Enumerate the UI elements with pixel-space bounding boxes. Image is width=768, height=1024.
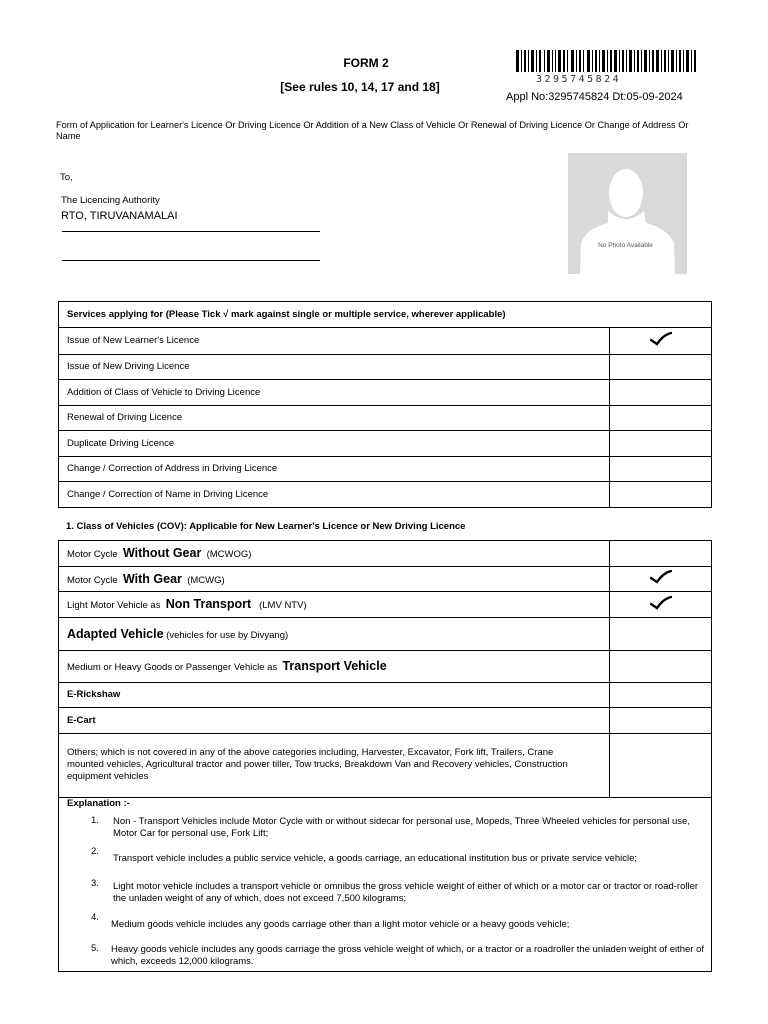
- check-mark-icon: [650, 570, 672, 584]
- service-checkbox[interactable]: [610, 327, 712, 354]
- cov-erickshaw-label: E-Rickshaw: [59, 682, 610, 708]
- service-label: Addition of Class of Vehicle to Driving Licence: [59, 380, 610, 406]
- service-row: [59, 456, 712, 482]
- service-checkbox[interactable]: [610, 482, 712, 508]
- service-checkbox[interactable]: [610, 431, 712, 457]
- cov-ecart-checkbox[interactable]: [610, 708, 712, 734]
- application-number: Appl No:3295745824 Dt:05-09-2024: [506, 91, 683, 103]
- cov-mcwg-code: (MCWG): [187, 574, 225, 586]
- cov-row-mcwog: [59, 541, 712, 567]
- cov-row-ecart: [59, 708, 712, 734]
- cov-table: [58, 540, 712, 798]
- service-row: [59, 380, 712, 406]
- address-line-1: [62, 231, 320, 232]
- services-table: [58, 301, 712, 508]
- cov-prefix: Motor Cycle: [67, 574, 118, 586]
- explanation-text: Transport vehicle includes a public service vehicle, a goods carriage, an educational institution bus or private service vehicle;: [113, 853, 638, 864]
- explanation-number: 1.: [91, 815, 99, 826]
- explanation-number: 2.: [91, 846, 99, 857]
- cov-row-mcwg: [59, 566, 712, 592]
- service-checkbox[interactable]: [610, 405, 712, 431]
- cov-mcwog-checkbox[interactable]: [610, 541, 712, 567]
- rto-name: RTO, TIRUVANAMALAI: [61, 210, 178, 222]
- rules-reference: [See rules 10, 14, 17 and 18]: [280, 80, 440, 94]
- service-label: Renewal of Driving Licence: [59, 405, 610, 431]
- cov-transport-bold: Transport Vehicle: [282, 659, 387, 673]
- cov-others-checkbox[interactable]: [610, 733, 712, 797]
- cov-transport-prefix: Medium or Heavy Goods or Passenger Vehicle as: [67, 662, 278, 673]
- form-purpose: Form of Application for Learner's Licence Or Driving Licence Or Addition of a New Class of Vehicle Or Renewal of Driving Licence Or Change of Address Or Name: [56, 120, 689, 141]
- cov-adapted-note: (vehicles for use by Divyang): [166, 629, 289, 641]
- check-mark-icon: [650, 596, 672, 610]
- cov-ecart-label: E-Cart: [59, 708, 610, 734]
- cov-mcwg-checkbox[interactable]: [610, 566, 712, 592]
- explanation-number: 4.: [91, 912, 99, 923]
- form-title: FORM 2: [343, 56, 389, 70]
- cov-transport-checkbox[interactable]: [610, 650, 712, 682]
- service-row: [59, 405, 712, 431]
- cov-heading: 1. Class of Vehicles (COV): Applicable for New Learner's Licence or New Driving Licence: [66, 521, 466, 532]
- explanation-text: Light motor vehicle includes a transport vehicle or omnibus the gross vehicle weight of either of which or a motor car or tractor or road-roller the unladen weight of any of which, does not exceed 7,500 kilograms;: [113, 881, 699, 904]
- cov-adapted-checkbox[interactable]: [610, 617, 712, 650]
- service-row: [59, 431, 712, 457]
- photo-placeholder: [568, 153, 687, 274]
- service-label: Duplicate Driving Licence: [59, 431, 610, 457]
- cov-mcwog-code: (MCWOG): [206, 549, 252, 561]
- explanation-text: Medium goods vehicle includes any goods carriage other than a light motor vehicle or a heavy goods vehicle;: [111, 919, 570, 930]
- cov-others-label: Others; which is not covered in any of the above categories including, Harvester, Excavator, Fork lift, Trailers, Crane mounted vehicles, Agricultural tractor and power tiller, Tow trucks, Breakdown Van and Recovery vehicles, Construction equipment vehicles: [59, 733, 610, 797]
- cov-mcwg-bold: With Gear: [122, 571, 182, 586]
- service-row: [59, 482, 712, 508]
- cov-row-transport: [59, 650, 712, 682]
- service-label: Issue of New Driving Licence: [59, 354, 610, 380]
- service-label: Change / Correction of Address in Driving Licence: [59, 456, 610, 482]
- to-label: To,: [60, 172, 73, 183]
- cov-row-adapted: [59, 617, 712, 650]
- cov-row-others: [59, 733, 712, 797]
- cov-adapted-bold: Adapted Vehicle: [67, 626, 164, 641]
- service-checkbox[interactable]: [610, 354, 712, 380]
- service-label: Change / Correction of Name in Driving Licence: [59, 482, 610, 508]
- cov-lmv-prefix: Light Motor Vehicle as: [67, 600, 161, 612]
- services-header: Services applying for (Please Tick √ mark against single or multiple service, wherever applicable): [59, 302, 712, 328]
- cov-lmv-code: (LMV NTV): [259, 600, 307, 612]
- service-checkbox[interactable]: [610, 380, 712, 406]
- explanation-text: Non - Transport Vehicles include Motor Cycle with or without sidecar for personal use, Mopeds, Three Wheeled vehicles for personal use, Motor Car for personal use, Fork Lift;: [113, 816, 690, 839]
- check-mark-icon: [650, 332, 672, 346]
- barcode-number: 3295745824: [536, 74, 622, 85]
- cov-erickshaw-checkbox[interactable]: [610, 682, 712, 708]
- addressee-block: [60, 172, 73, 183]
- service-row: [59, 327, 712, 354]
- cov-lmv-checkbox[interactable]: [610, 592, 712, 618]
- cov-lmv-bold: Non Transport: [165, 597, 252, 612]
- cov-prefix: Motor Cycle: [67, 549, 118, 561]
- explanation-text: Heavy goods vehicle includes any goods carriage the gross vehicle weight of which, or a tractor or a roadroller the unladen weight of either of which, exceeds 12,000 kilograms.: [111, 944, 705, 967]
- explanation-number: 5.: [91, 943, 99, 954]
- barcode: [516, 50, 696, 72]
- service-row: [59, 354, 712, 380]
- cov-row-erickshaw: [59, 682, 712, 708]
- explanation-title: Explanation :-: [67, 798, 130, 809]
- licencing-authority-label: The Licencing Authority: [61, 195, 160, 206]
- explanation-number: 3.: [91, 878, 99, 889]
- person-silhouette-icon: [568, 153, 687, 274]
- service-checkbox[interactable]: [610, 456, 712, 482]
- address-line-2: [62, 260, 320, 261]
- no-photo-label: No Photo Available: [598, 242, 653, 249]
- service-label: Issue of New Learner's Licence: [59, 327, 610, 354]
- explanation-box: [58, 792, 712, 972]
- cov-mcwog-bold: Without Gear: [122, 546, 202, 561]
- cov-row-lmv: [59, 592, 712, 618]
